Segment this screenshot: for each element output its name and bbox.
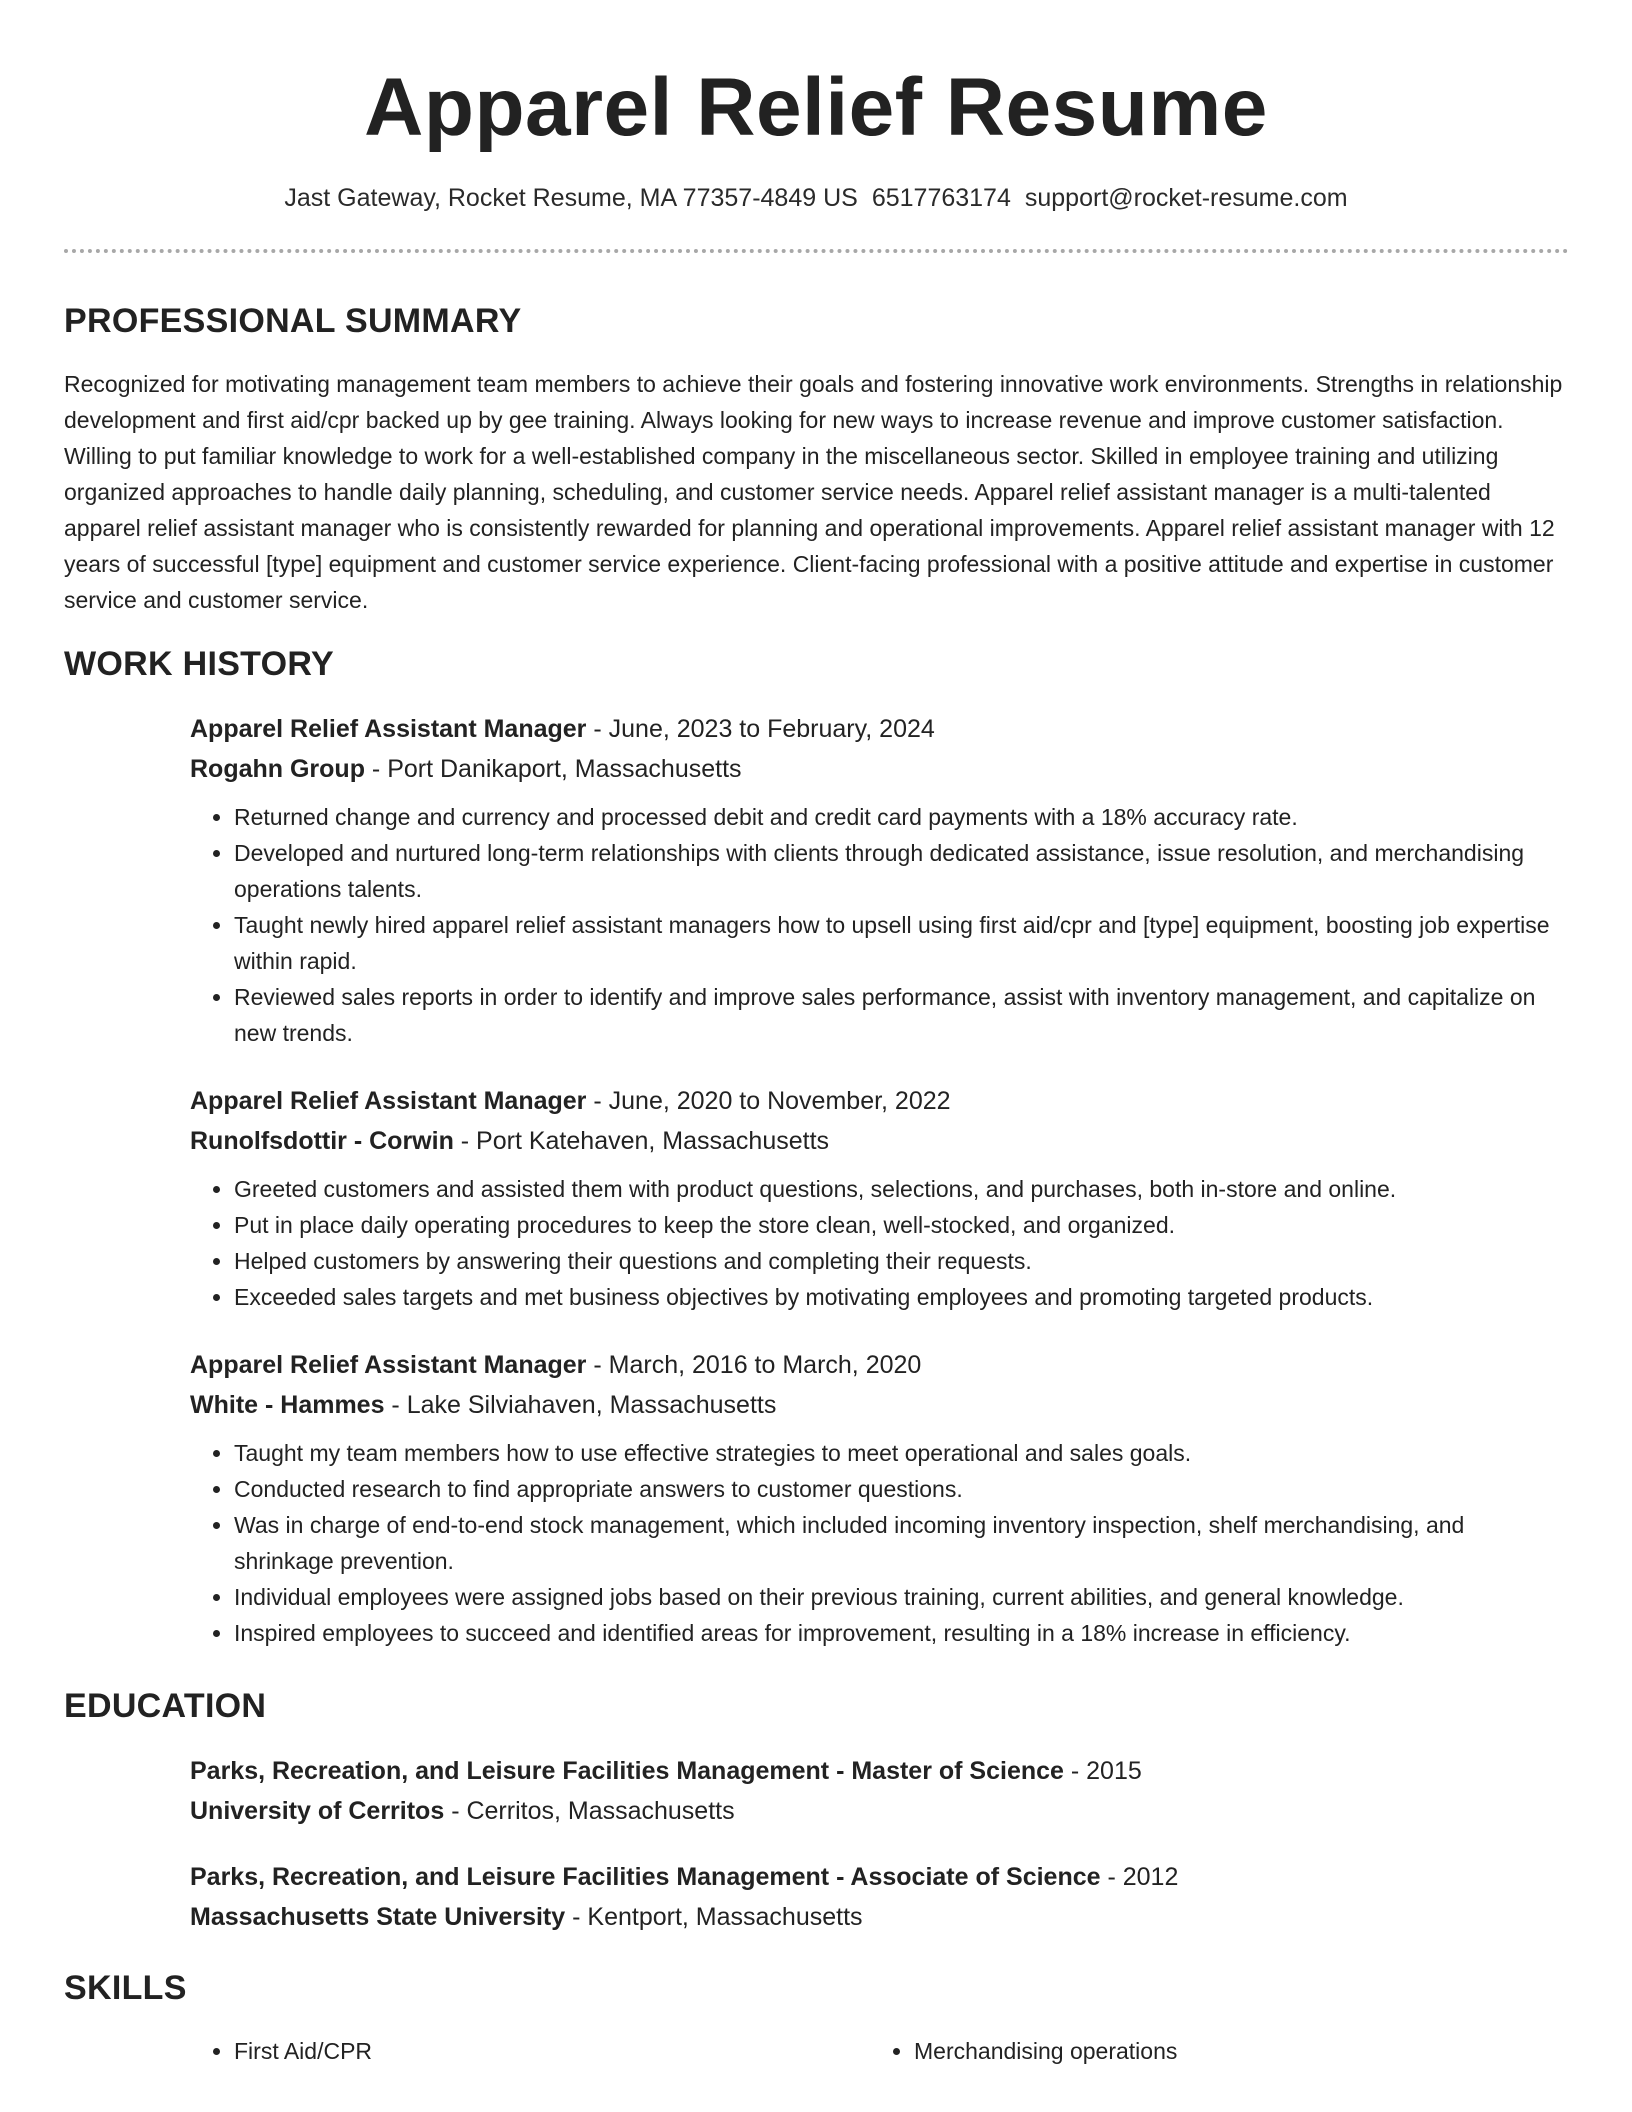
job-bullet: • Conducted research to find appropriate answers to customer questions.: [234, 1471, 1569, 1507]
work-heading: WORK HISTORY: [64, 645, 334, 683]
school-location: - Kentport, Massachusetts: [565, 1903, 863, 1931]
school-line: [190, 1897, 1569, 1937]
job-bullet: • Was in charge of end-to-end stock management, which included incoming inventory inspection, shelf merchandising, and shrinkage prevention.: [234, 1507, 1569, 1579]
work-section: [64, 639, 1569, 1651]
school-line: [190, 1791, 1569, 1831]
skill-item: • Merchandising operations: [914, 2033, 1550, 2069]
school-location: - Cerritos, Massachusetts: [444, 1797, 735, 1825]
job-bullet: • Helped customers by answering their questions and completing their requests.: [234, 1243, 1569, 1279]
job-location: - Lake Silviahaven, Massachusetts: [384, 1391, 777, 1419]
skills-section: [64, 1963, 1569, 2069]
header-divider: [64, 249, 1569, 253]
job-entry: [190, 1081, 1569, 1315]
job-dates: - March, 2016 to March, 2020: [586, 1351, 922, 1379]
summary-heading: PROFESSIONAL SUMMARY: [64, 302, 522, 340]
job-bullets: [190, 799, 1569, 1051]
summary-section: [64, 296, 1569, 618]
job-company: Runolfsdottir - Corwin: [190, 1127, 454, 1155]
degree-line: [190, 1751, 1569, 1791]
job-bullet: • Inspired employees to succeed and identified areas for improvement, resulting in a 18% increase in efficiency.: [234, 1615, 1569, 1651]
degree-year: - 2012: [1100, 1863, 1179, 1891]
degree-line: [190, 1857, 1569, 1897]
job-location: - Port Katehaven, Massachusetts: [453, 1127, 830, 1155]
summary-text: Recognized for motivating management team members to achieve their goals and fostering innovative work environments. Strengths in relationship development and first aid/cpr backed up by gee training. Always looking for new ways to increase revenue and improve customer satisfaction. Willing to put familiar knowledge to work for a well-established company in the miscellaneous sector. Skilled in employee training and utilizing organized approaches to handle daily planning, scheduling, and customer service needs. Apparel relief assistant manager is a multi-talented apparel relief assistant manager who is consistently rewarded for planning and operational improvements. Apparel relief assistant manager with 12 years of successful [type] equipment and customer service experience. Client-facing professional with a positive attitude and expertise in customer service and customer service.: [64, 371, 1563, 613]
degree-name: Parks, Recreation, and Leisure Facilities Management - Master of Science: [190, 1757, 1064, 1785]
job-bullet: • Exceeded sales targets and met business objectives by motivating employees and promoting targeted products.: [234, 1279, 1569, 1315]
job-dates: - June, 2020 to November, 2022: [586, 1087, 951, 1115]
job-bullet: • Individual employees were assigned jobs based on their previous training, current abilities, and general knowledge.: [234, 1579, 1569, 1615]
job-bullet: • Reviewed sales reports in order to identify and improve sales performance, assist with inventory management, and capitalize on new trends.: [234, 979, 1569, 1051]
job-company: Rogahn Group: [190, 755, 365, 783]
job-title: Apparel Relief Assistant Manager: [190, 1351, 587, 1379]
job-entry: [190, 709, 1569, 1051]
job-company-line: [190, 1121, 1569, 1161]
education-entry: [190, 1751, 1569, 1831]
education-entry: [190, 1857, 1569, 1937]
job-company-line: [190, 1385, 1569, 1425]
school-name: University of Cerritos: [190, 1797, 445, 1825]
job-title-line: [190, 709, 1569, 749]
contact-email: support@rocket-resume.com: [1024, 184, 1348, 212]
job-bullet: • Developed and nurtured long-term relationships with clients through dedicated assistance, issue resolution, and merchandising operations talents.: [234, 835, 1569, 907]
skills-column-left: [190, 2033, 870, 2069]
contact-phone: 6517763174: [871, 184, 1011, 212]
education-heading: EDUCATION: [64, 1687, 267, 1725]
skill-item: • First Aid/CPR: [234, 2033, 870, 2069]
job-bullet: • Returned change and currency and processed debit and credit card payments with a 18% accuracy rate.: [234, 799, 1569, 835]
job-bullet: • Taught newly hired apparel relief assistant managers how to upsell using first aid/cpr and [type] equipment, boosting job expertise within rapid.: [234, 907, 1569, 979]
job-bullets: [190, 1435, 1569, 1651]
contact-address: Jast Gateway, Rocket Resume, MA 77357-4849 US: [284, 184, 858, 212]
job-dates: - June, 2023 to February, 2024: [586, 715, 935, 743]
job-title: Apparel Relief Assistant Manager: [190, 715, 587, 743]
resume-body: [64, 296, 1569, 2069]
job-bullets: [190, 1171, 1569, 1315]
job-bullet: • Taught my team members how to use effective strategies to meet operational and sales goals.: [234, 1435, 1569, 1471]
job-bullet: • Greeted customers and assisted them with product questions, selections, and purchases, both in-store and online.: [234, 1171, 1569, 1207]
education-section: [64, 1681, 1569, 1937]
skills-grid: [190, 2033, 1569, 2069]
degree-year: - 2015: [1063, 1757, 1142, 1785]
job-entry: [190, 1345, 1569, 1651]
degree-name: Parks, Recreation, and Leisure Facilities Management - Associate of Science: [190, 1863, 1101, 1891]
job-title-line: [190, 1081, 1569, 1121]
job-company-line: [190, 749, 1569, 789]
skills-column-right: [870, 2033, 1550, 2069]
job-title-line: [190, 1345, 1569, 1385]
job-company: White - Hammes: [190, 1391, 385, 1419]
contact-line: [0, 180, 1632, 216]
job-bullet: • Put in place daily operating procedures to keep the store clean, well-stocked, and organized.: [234, 1207, 1569, 1243]
job-title: Apparel Relief Assistant Manager: [190, 1087, 587, 1115]
school-name: Massachusetts State University: [190, 1903, 566, 1931]
resume-title: Apparel Relief Resume: [364, 62, 1268, 153]
job-location: - Port Danikaport, Massachusetts: [364, 755, 742, 783]
skills-heading: SKILLS: [64, 1969, 187, 2007]
